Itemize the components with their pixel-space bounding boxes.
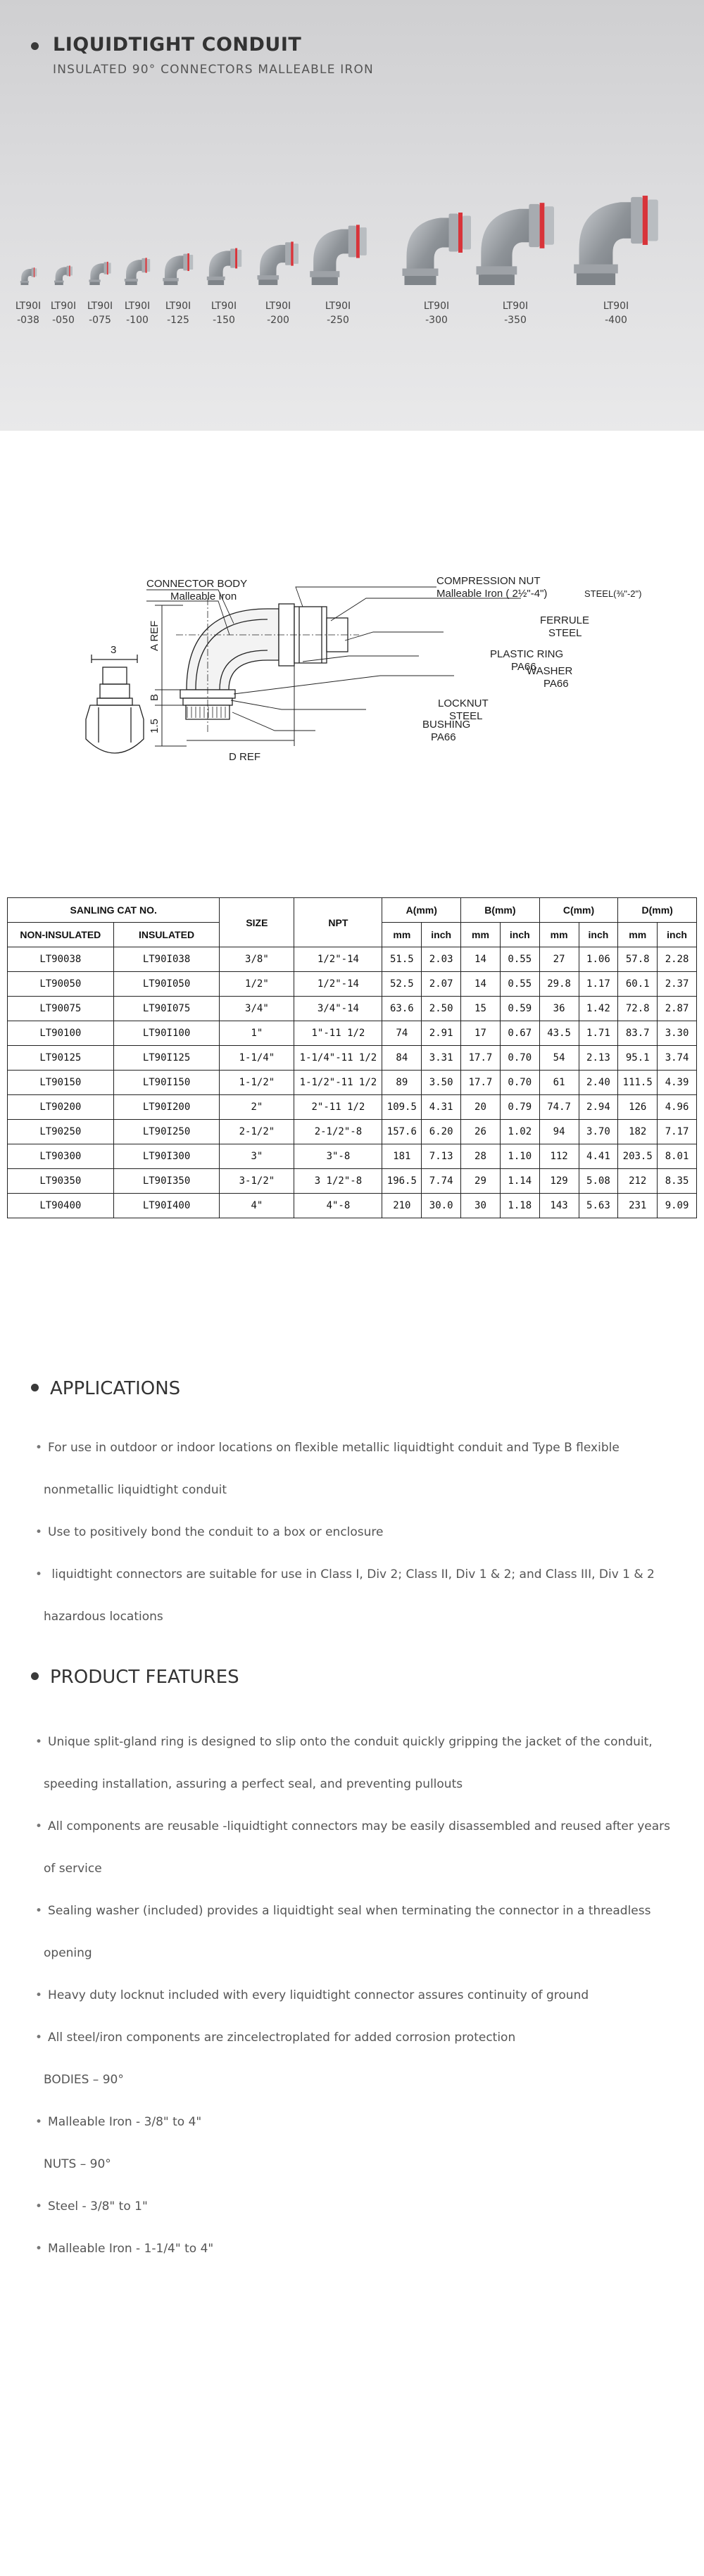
table-cell: 182 (618, 1120, 658, 1144)
table-cell: 0.55 (500, 972, 539, 997)
product-code-label (42, 299, 84, 327)
table-cell: 203.5 (618, 1144, 658, 1169)
table-cell: 2"-11 1/2 (294, 1095, 382, 1120)
list-item-text: speeding installation, assuring a perfect seal, and preventing pullouts (44, 1777, 463, 1791)
bullet-dot: • (35, 1441, 43, 1455)
table-cell: LT90250 (8, 1120, 114, 1144)
label-bushing-mat: PA66 (431, 731, 456, 743)
table-cell: 3.31 (422, 1046, 461, 1071)
technical-drawing (70, 556, 648, 809)
table-cell: 3/4" (220, 997, 294, 1021)
product-code-line1: LT90I (50, 301, 77, 312)
table-cell: 2" (220, 1095, 294, 1120)
table-cell: 1-1/4" (220, 1046, 294, 1071)
header-mm: mm (382, 923, 422, 947)
table-cell: LT90I350 (113, 1169, 220, 1194)
table-cell: LT90I075 (113, 997, 220, 1021)
list-item-text: NUTS – 90° (44, 2157, 111, 2171)
table-cell: 181 (382, 1144, 422, 1169)
table-cell: 83.7 (618, 1021, 658, 1046)
list-item-text: For use in outdoor or indoor locations on flexible metallic liquidtight conduit and Type B flexible (48, 1441, 620, 1455)
elbow-connector-image (470, 196, 560, 286)
list-item (35, 1564, 683, 1585)
table-cell: 3/8" (220, 947, 294, 972)
table-cell: 27 (539, 947, 579, 972)
spec-table-body (8, 947, 697, 1218)
table-cell: LT90150 (8, 1071, 114, 1095)
bullet-dot: • (35, 1567, 43, 1581)
list-item (35, 2196, 683, 2217)
table-cell: 72.8 (618, 997, 658, 1021)
table-cell: 1.18 (500, 1194, 539, 1218)
list-item (35, 1479, 691, 1501)
table-cell: 1/2"-14 (294, 947, 382, 972)
list-item (35, 2238, 683, 2259)
table-cell: LT90350 (8, 1169, 114, 1194)
section-view (176, 598, 359, 732)
bullet-dot: • (35, 1988, 43, 2002)
list-item (35, 1858, 691, 1879)
table-cell: 2.87 (658, 997, 697, 1021)
table-cell: LT90I038 (113, 947, 220, 972)
table-cell: 8.01 (658, 1144, 697, 1169)
side-view (86, 655, 144, 753)
applications-title: APPLICATIONS (50, 1378, 181, 1399)
elbow-connector-image (254, 238, 302, 286)
table-cell: 1/2" (220, 972, 294, 997)
label-washer: WASHER (527, 665, 573, 677)
table-cell: 129 (539, 1169, 579, 1194)
label-dim-b: B (149, 693, 161, 701)
table-cell: 3-1/2" (220, 1169, 294, 1194)
table-cell: 28 (461, 1144, 501, 1169)
elbow-connector-image (161, 251, 196, 286)
table-cell: 2.03 (422, 947, 461, 972)
list-item-text: of service (44, 1862, 102, 1876)
product-code-line1: LT90I (502, 301, 529, 312)
table-cell: 2.40 (579, 1071, 618, 1095)
table-cell: 4.39 (658, 1071, 697, 1095)
header-b: B(mm) (461, 898, 540, 923)
table-cell: 109.5 (382, 1095, 422, 1120)
table-cell: 7.17 (658, 1120, 697, 1144)
table-cell: 74 (382, 1021, 422, 1046)
table-cell: 2.07 (422, 972, 461, 997)
bullet-dot: • (35, 1819, 43, 1833)
elbow-connector-image (122, 255, 152, 285)
header-catno: SANLING CAT NO. (8, 898, 220, 923)
table-cell: 0.67 (500, 1021, 539, 1046)
table-cell: 9.09 (658, 1194, 697, 1218)
features-heading (31, 1667, 239, 1688)
table-cell: 0.55 (500, 947, 539, 972)
product-code-line2: -250 (327, 315, 349, 326)
table-cell: 2.50 (422, 997, 461, 1021)
table-cell: 111.5 (618, 1071, 658, 1095)
table-cell: 43.5 (539, 1021, 579, 1046)
elbow-connector-image (397, 206, 477, 286)
table-cell: 4.96 (658, 1095, 697, 1120)
table-cell: 2-1/2"-8 (294, 1120, 382, 1144)
list-item (35, 2154, 691, 2175)
list-item (35, 1985, 683, 2006)
table-cell: LT90I300 (113, 1144, 220, 1169)
product-code-line1: LT90I (87, 301, 113, 312)
header-a: A(mm) (382, 898, 461, 923)
list-item (35, 1816, 683, 1837)
table-cell: 143 (539, 1194, 579, 1218)
table-row (8, 1071, 697, 1095)
product-code-label (116, 299, 158, 327)
table-cell: 14 (461, 972, 501, 997)
label-dim-3: 3 (111, 644, 117, 656)
table-cell: 8.35 (658, 1169, 697, 1194)
product-code-line2: -150 (213, 315, 235, 326)
elbow-connector-image (306, 220, 371, 285)
label-bushing: BUSHING (422, 719, 471, 731)
elbow-connector-image (204, 245, 244, 285)
product-code-line2: -100 (126, 315, 149, 326)
list-item-text: Heavy duty locknut included with every liquidtight connector assures continuity of ground (48, 1988, 589, 2002)
table-cell: 7.74 (422, 1169, 461, 1194)
list-item (35, 2027, 683, 2048)
elbow-connector-image (53, 264, 74, 285)
product-code-label (494, 299, 536, 327)
table-cell: 4.31 (422, 1095, 461, 1120)
list-item (35, 1437, 683, 1458)
label-locknut-mat: STEEL (449, 710, 483, 722)
list-item-text: All components are reusable -liquidtight connectors may be easily disassembled and reused after years (48, 1819, 671, 1833)
label-compression-nut-mat: Malleable Iron ( 2½"-4") (436, 588, 548, 600)
label-ferrule: FERRULE (540, 614, 590, 626)
table-cell: 84 (382, 1046, 422, 1071)
table-cell: 0.70 (500, 1071, 539, 1095)
product-code-line1: LT90I (325, 301, 351, 312)
table-row (8, 1194, 697, 1218)
table-cell: 6.20 (422, 1120, 461, 1144)
table-cell: LT90I250 (113, 1120, 220, 1144)
list-item-text: BODIES – 90° (44, 2073, 124, 2087)
list-item-text: Malleable Iron - 1-1/4" to 4" (48, 2242, 214, 2256)
table-cell: 157.6 (382, 1120, 422, 1144)
product-code-line2: -350 (504, 315, 527, 326)
table-cell: 29.8 (539, 972, 579, 997)
product-code-label (595, 299, 637, 327)
product-code-label (415, 299, 458, 327)
label-dim-15: 1.5 (149, 719, 161, 733)
label-compression-nut: COMPRESSION NUT (436, 575, 541, 587)
table-row (8, 972, 697, 997)
product-code-line1: LT90I (15, 301, 42, 312)
header-noninsulated: NON-INSULATED (8, 923, 114, 947)
list-item (35, 2069, 691, 2090)
bullet-dot (31, 1672, 39, 1680)
label-ferrule-mat: STEEL (548, 627, 582, 639)
bullet-dot: • (35, 1735, 43, 1749)
label-compression-nut-steel: STEEL(⅜"-2") (584, 588, 642, 599)
header-mm: mm (539, 923, 579, 947)
table-row (8, 1021, 697, 1046)
table-cell: 3.50 (422, 1071, 461, 1095)
product-code-line2: -050 (52, 315, 75, 326)
table-cell: 0.79 (500, 1095, 539, 1120)
product-code-line2: -038 (17, 315, 39, 326)
header-inch: inch (658, 923, 697, 947)
header-mm: mm (461, 923, 501, 947)
table-cell: LT90I050 (113, 972, 220, 997)
table-cell: 17 (461, 1021, 501, 1046)
table-cell: 2.37 (658, 972, 697, 997)
header-d: D(mm) (618, 898, 697, 923)
table-cell: 3.70 (579, 1120, 618, 1144)
features-title: PRODUCT FEATURES (50, 1667, 239, 1688)
list-item (35, 1522, 683, 1543)
table-cell: 4" (220, 1194, 294, 1218)
table-cell: LT90038 (8, 947, 114, 972)
list-item-text: All steel/iron components are zincelectroplated for added corrosion protection (48, 2031, 516, 2045)
table-cell: 126 (618, 1095, 658, 1120)
table-cell: 1.17 (579, 972, 618, 997)
table-cell: 3" (220, 1144, 294, 1169)
bullet-dot (31, 42, 39, 50)
applications-heading (31, 1378, 180, 1399)
table-cell: 2.94 (579, 1095, 618, 1120)
table-cell: 1.06 (579, 947, 618, 972)
product-code-line1: LT90I (210, 301, 237, 312)
product-code-line2: -125 (167, 315, 189, 326)
table-cell: 60.1 (618, 972, 658, 997)
table-cell: 3.30 (658, 1021, 697, 1046)
bullet-dot: • (35, 2115, 43, 2129)
table-cell: LT90400 (8, 1194, 114, 1218)
list-item (35, 1943, 691, 1964)
list-item-text: hazardous locations (44, 1610, 163, 1624)
table-cell: 1-1/2" (220, 1071, 294, 1095)
label-dim-d: D REF (229, 751, 260, 763)
table-cell: 1" (220, 1021, 294, 1046)
table-cell: LT90100 (8, 1021, 114, 1046)
table-cell: 1.02 (500, 1120, 539, 1144)
table-cell: 196.5 (382, 1169, 422, 1194)
header-insulated: INSULATED (113, 923, 220, 947)
table-row (8, 1046, 697, 1071)
product-code-line2: -400 (605, 315, 627, 326)
table-cell: 1-1/4"-11 1/2 (294, 1046, 382, 1071)
table-cell: 74.7 (539, 1095, 579, 1120)
table-cell: 3.74 (658, 1046, 697, 1071)
table-cell: 1"-11 1/2 (294, 1021, 382, 1046)
hero-subtitle: INSULATED 90° CONNECTORS MALLEABLE IRON (53, 63, 374, 77)
table-cell: LT90I100 (113, 1021, 220, 1046)
header-c: C(mm) (539, 898, 618, 923)
table-cell: LT90I125 (113, 1046, 220, 1071)
elbow-connector-image (567, 188, 665, 285)
label-locknut: LOCKNUT (438, 697, 489, 709)
table-cell: 1.42 (579, 997, 618, 1021)
table-cell: LT90125 (8, 1046, 114, 1071)
table-cell: 36 (539, 997, 579, 1021)
label-plastic-ring-mat: PA66 (511, 661, 536, 673)
table-cell: LT90200 (8, 1095, 114, 1120)
table-cell: 2.91 (422, 1021, 461, 1046)
table-cell: 20 (461, 1095, 501, 1120)
table-cell: 63.6 (382, 997, 422, 1021)
product-code-line1: LT90I (265, 301, 291, 312)
list-item (35, 1774, 691, 1795)
table-cell: 30 (461, 1194, 501, 1218)
product-code-line2: -075 (89, 315, 111, 326)
bullet-dot: • (35, 2242, 43, 2256)
table-cell: 3 1/2"-8 (294, 1169, 382, 1194)
header-inch: inch (500, 923, 539, 947)
table-cell: LT90075 (8, 997, 114, 1021)
product-code-label (317, 299, 359, 327)
list-item-text: Unique split-gland ring is designed to slip onto the conduit quickly gripping the jacket of the conduit, (48, 1735, 653, 1749)
product-code-line1: LT90I (124, 301, 151, 312)
label-plastic-ring: PLASTIC RING (490, 648, 564, 660)
list-item-text: opening (44, 1946, 92, 1960)
list-item-text: Use to positively bond the conduit to a box or enclosure (48, 1525, 384, 1539)
list-item-text: nonmetallic liquidtight conduit (44, 1483, 227, 1497)
spec-table (7, 897, 697, 1218)
table-cell: LT90300 (8, 1144, 114, 1169)
table-cell: 212 (618, 1169, 658, 1194)
table-cell: 17.7 (461, 1071, 501, 1095)
label-washer-mat: PA66 (543, 678, 569, 690)
header-npt: NPT (294, 898, 382, 947)
list-item (35, 1606, 691, 1627)
list-item-text: Steel - 3/8" to 1" (48, 2199, 148, 2214)
table-cell: 17.7 (461, 1046, 501, 1071)
table-cell: 0.59 (500, 997, 539, 1021)
table-cell: 3"-8 (294, 1144, 382, 1169)
list-item-text: liquidtight connectors are suitable for use in Class I, Div 2; Class II, Div 1 & 2; and Class III, Div 1 & 2 (48, 1567, 655, 1581)
table-cell: 4"-8 (294, 1194, 382, 1218)
table-cell: 61 (539, 1071, 579, 1095)
table-cell: 112 (539, 1144, 579, 1169)
table-cell: LT90I400 (113, 1194, 220, 1218)
product-code-label (203, 299, 245, 327)
table-row (8, 947, 697, 972)
table-cell: 95.1 (618, 1046, 658, 1071)
table-cell: 0.70 (500, 1046, 539, 1071)
product-code-label (157, 299, 199, 327)
table-row (8, 1144, 697, 1169)
table-cell: 54 (539, 1046, 579, 1071)
bullet-dot: • (35, 1904, 43, 1918)
table-cell: 4.41 (579, 1144, 618, 1169)
table-cell: 2.13 (579, 1046, 618, 1071)
table-cell: LT90050 (8, 972, 114, 997)
list-item-text: Sealing washer (included) provides a liquidtight seal when terminating the connector in a threadless (48, 1904, 651, 1918)
table-cell: 57.8 (618, 947, 658, 972)
elbow-connector-image (87, 260, 113, 285)
table-cell: 5.63 (579, 1194, 618, 1218)
table-cell: 1.14 (500, 1169, 539, 1194)
table-cell: 231 (618, 1194, 658, 1218)
table-row (8, 1169, 697, 1194)
product-code-label (79, 299, 121, 327)
table-cell: 1/2"-14 (294, 972, 382, 997)
table-cell: LT90I150 (113, 1071, 220, 1095)
table-cell: 30.0 (422, 1194, 461, 1218)
table-row (8, 1120, 697, 1144)
product-code-line1: LT90I (603, 301, 629, 312)
product-code-line2: -300 (425, 315, 448, 326)
product-code-line1: LT90I (423, 301, 450, 312)
table-cell: 14 (461, 947, 501, 972)
table-cell: 29 (461, 1169, 501, 1194)
bullet-dot: • (35, 1525, 43, 1539)
bullet-dot: • (35, 2199, 43, 2214)
table-row (8, 1095, 697, 1120)
table-cell: 26 (461, 1120, 501, 1144)
table-cell: 94 (539, 1120, 579, 1144)
elbow-connector-image (19, 266, 38, 285)
header-inch: inch (422, 923, 461, 947)
table-cell: 1-1/2"-11 1/2 (294, 1071, 382, 1095)
table-cell: 210 (382, 1194, 422, 1218)
header-inch: inch (579, 923, 618, 947)
table-cell: 52.5 (382, 972, 422, 997)
table-cell: 5.08 (579, 1169, 618, 1194)
table-cell: 89 (382, 1071, 422, 1095)
list-item (35, 1731, 683, 1753)
hero-banner (0, 0, 704, 431)
table-row (8, 997, 697, 1021)
table-cell: 1.10 (500, 1144, 539, 1169)
hero-title: LIQUIDTIGHT CONDUIT (53, 34, 302, 56)
table-cell: 2-1/2" (220, 1120, 294, 1144)
header-mm: mm (618, 923, 658, 947)
table-cell: 2.28 (658, 947, 697, 972)
bullet-dot: • (35, 2031, 43, 2045)
table-cell: 7.13 (422, 1144, 461, 1169)
label-dim-a: A REF (149, 620, 161, 651)
product-code-label (257, 299, 299, 327)
list-item (35, 2111, 683, 2133)
bullet-dot (31, 1384, 39, 1391)
table-cell: 51.5 (382, 947, 422, 972)
label-connector-body: CONNECTOR BODY (146, 578, 248, 590)
product-code-line2: -200 (267, 315, 289, 326)
list-item (35, 1900, 683, 1921)
table-cell: 3/4"-14 (294, 997, 382, 1021)
table-cell: 15 (461, 997, 501, 1021)
label-connector-body-mat: Malleable Iron (170, 591, 237, 602)
table-cell: LT90I200 (113, 1095, 220, 1120)
product-code-line1: LT90I (165, 301, 191, 312)
header-size: SIZE (220, 898, 294, 947)
list-item-text: Malleable Iron - 3/8" to 4" (48, 2115, 202, 2129)
table-cell: 1.71 (579, 1021, 618, 1046)
